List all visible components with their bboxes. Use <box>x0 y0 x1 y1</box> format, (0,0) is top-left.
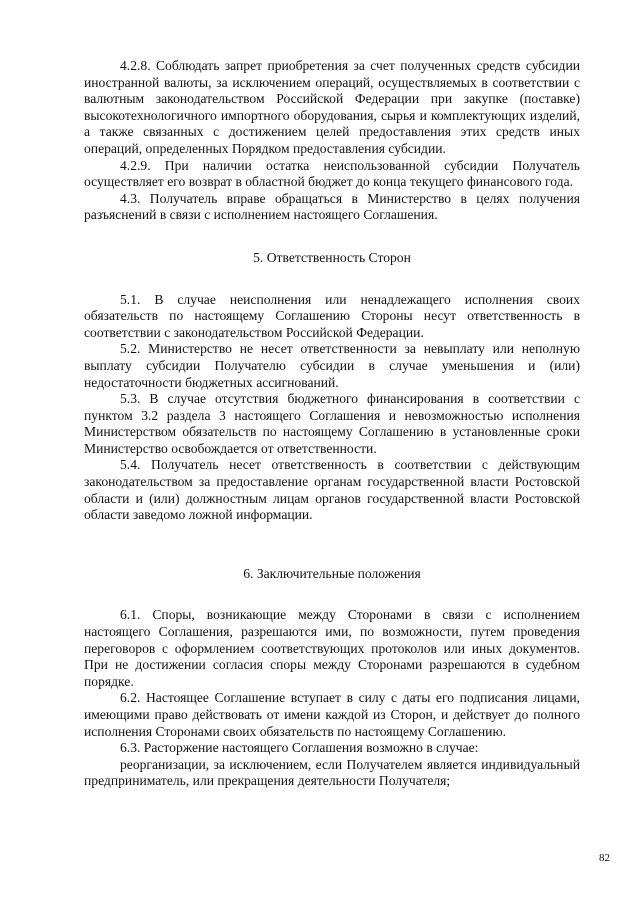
paragraph-5-2: 5.2. Министерство не несет ответственности за невыплату или неполную выплату субсидии Получателю субсидии в случае уменьшения и (или) недостаточности бюджетных ассигнований. <box>84 341 580 390</box>
paragraph-6-3-item: реорганизации, за исключением, если Получателем является индивидуальный предприниматель, или прекращения деятельности Получателя; <box>84 756 580 789</box>
paragraph-5-1: 5.1. В случае неисполнения или ненадлежащего исполнения своих обязательств по настоящему Соглашению Стороны несут ответственность в соответствии с законодательством Российской Федерации. <box>84 291 580 340</box>
paragraph-4-3: 4.3. Получатель вправе обращаться в Министерство в целях получения разъяснений в связи с исполнением настоящего Соглашения. <box>84 190 580 223</box>
paragraph-6-1: 6.1. Споры, возникающие между Сторонами в связи с исполнением настоящего Соглашения, разрешаются ими, по возможности, путем проведения переговоров с оформлением соответствующих протоколов или иных документов. При не достижении согласия споры между Сторонами разрешаются в судебном порядке. <box>84 607 580 689</box>
section-6-heading: 6. Заключительные положения <box>243 565 421 581</box>
page-number: 82 <box>599 852 610 864</box>
paragraph-4-2-9: 4.2.9. При наличии остатка неиспользованной субсидии Получатель осуществляет его возврат в областной бюджет до конца текущего финансового года. <box>84 157 580 190</box>
paragraph-5-4: 5.4. Получатель несет ответственность в соответствии с действующим законодательством за предоставление органам государственной власти Ростовской области и (или) должностным лицам органов государственной власти Ростовской области заведомо ложной информации. <box>84 457 580 523</box>
paragraph-4-2-8: 4.2.8. Соблюдать запрет приобретения за счет полученных средств субсидии иностранной валюты, за исключением операций, осуществляемых в соответствии с валютным законодательством Российской Федерации при закупке (поставке) высокотехнологичного импортного оборудования, сырья и комплектующих изделий, а также связанных с достижением целей предоставления этих средств иных операций, определенных Порядком предоставления субсидии. <box>84 58 580 156</box>
paragraph-6-2: 6.2. Настоящее Соглашение вступает в силу с даты его подписания лицами, имеющими право действовать от имени каждой из Сторон, и действует до полного исполнения Сторонами своих обязательств по настоящему Соглашению. <box>84 690 580 739</box>
paragraph-5-3: 5.3. В случае отсутствия бюджетного финансирования в соответствии с пунктом 3.2 раздела 3 настоящего Соглашения и невозможностью исполнения Министерством обязательств по настоящему Соглашению в установленные сроки Министерство освобождается от ответственности. <box>84 391 580 456</box>
paragraph-6-3: 6.3. Расторжение настоящего Соглашения возможно в случае: <box>120 740 479 756</box>
section-5-heading: 5. Ответственность Сторон <box>253 249 411 265</box>
